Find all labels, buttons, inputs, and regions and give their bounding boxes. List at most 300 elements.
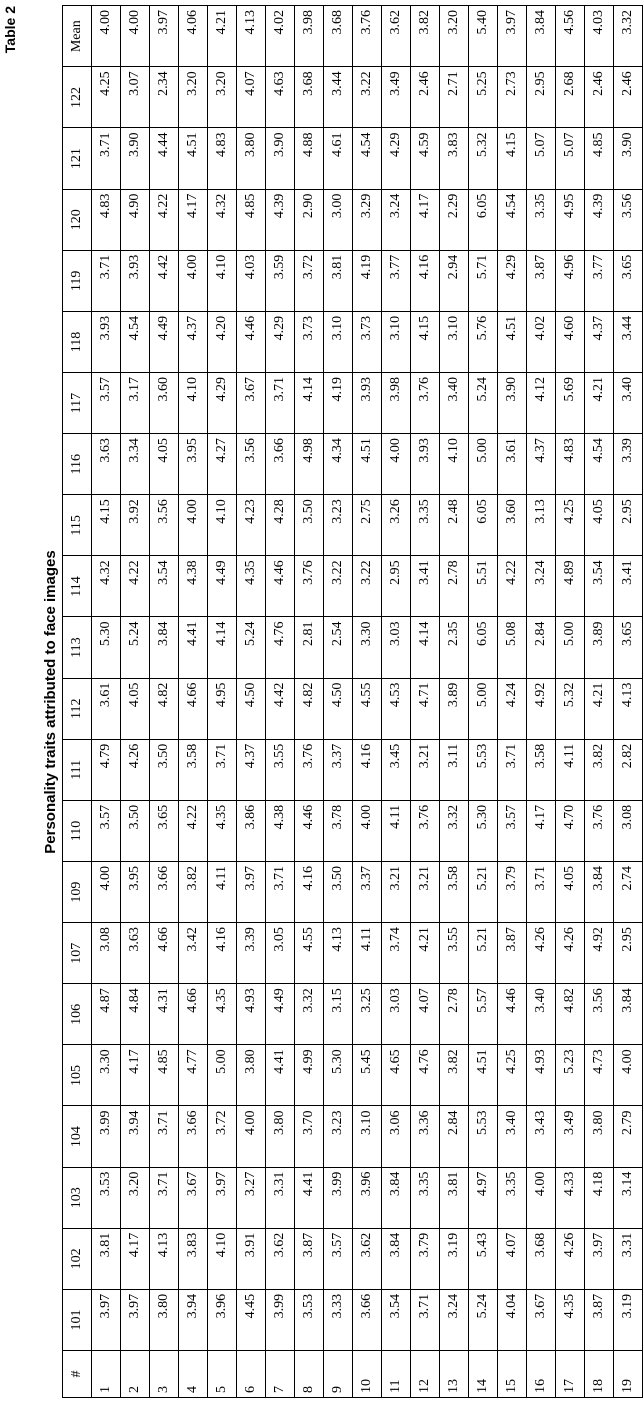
trait-value: 4.29	[208, 373, 237, 434]
trait-value: 3.92	[121, 495, 150, 556]
trait-value: 5.23	[556, 1045, 585, 1106]
trait-value: 3.35	[411, 1167, 440, 1228]
trait-value: 4.00	[121, 6, 150, 67]
trait-value: 3.60	[150, 373, 179, 434]
table-row	[498, 6, 527, 1398]
trait-value: 4.17	[121, 1045, 150, 1106]
trait-value: 5.40	[469, 6, 498, 67]
trait-value: 4.18	[585, 1167, 614, 1228]
table-row	[92, 6, 121, 1398]
header-cell-face: 121	[63, 128, 92, 189]
trait-value: 4.07	[498, 1228, 527, 1289]
trait-value: 4.93	[237, 984, 266, 1045]
trait-value: 3.41	[614, 556, 643, 617]
trait-value: 3.78	[324, 800, 353, 861]
trait-value: 3.76	[411, 800, 440, 861]
trait-value: 3.96	[353, 1167, 382, 1228]
trait-value: 3.90	[498, 373, 527, 434]
trait-value: 4.85	[585, 128, 614, 189]
trait-value: 4.46	[266, 556, 295, 617]
trait-number: 3	[150, 1351, 179, 1398]
trait-value: 3.10	[324, 311, 353, 372]
trait-value: 3.22	[353, 67, 382, 128]
trait-value: 3.93	[92, 311, 121, 372]
trait-value: 4.10	[179, 373, 208, 434]
trait-value: 3.19	[440, 1228, 469, 1289]
trait-value: 3.80	[585, 1106, 614, 1167]
trait-value: 3.66	[179, 1106, 208, 1167]
trait-value: 3.20	[440, 6, 469, 67]
trait-value: 4.21	[208, 6, 237, 67]
trait-value: 3.55	[266, 739, 295, 800]
trait-value: 5.53	[469, 739, 498, 800]
header-cell-face: 114	[63, 556, 92, 617]
trait-value: 4.17	[179, 189, 208, 250]
trait-value: 4.38	[266, 800, 295, 861]
trait-value: 3.32	[295, 984, 324, 1045]
trait-value: 2.79	[614, 1106, 643, 1167]
trait-value: 5.00	[556, 617, 585, 678]
trait-value: 4.03	[237, 250, 266, 311]
trait-value: 2.84	[527, 617, 556, 678]
trait-value: 4.22	[179, 800, 208, 861]
trait-value: 3.03	[382, 617, 411, 678]
trait-value: 3.15	[324, 984, 353, 1045]
trait-value: 4.44	[150, 128, 179, 189]
trait-value: 3.80	[237, 128, 266, 189]
trait-value: 3.49	[382, 67, 411, 128]
trait-value: 5.69	[556, 373, 585, 434]
trait-value: 2.78	[440, 556, 469, 617]
trait-value: 4.10	[208, 250, 237, 311]
table-row	[121, 6, 150, 1398]
trait-value: 4.53	[382, 678, 411, 739]
trait-value: 5.71	[469, 250, 498, 311]
trait-value: 4.60	[556, 311, 585, 372]
trait-value: 6.05	[469, 189, 498, 250]
trait-value: 3.08	[614, 800, 643, 861]
trait-value: 5.24	[121, 617, 150, 678]
trait-value: 3.50	[121, 800, 150, 861]
header-cell-face: 115	[63, 495, 92, 556]
trait-value: 3.31	[266, 1167, 295, 1228]
table-row	[556, 6, 585, 1398]
trait-value: 3.20	[121, 1167, 150, 1228]
trait-value: 3.06	[382, 1106, 411, 1167]
trait-value: 3.63	[121, 923, 150, 984]
trait-value: 2.68	[556, 67, 585, 128]
trait-value: 4.15	[411, 311, 440, 372]
trait-value: 4.70	[556, 800, 585, 861]
trait-value: 2.46	[614, 67, 643, 128]
trait-value: 4.46	[237, 311, 266, 372]
trait-value: 3.90	[121, 128, 150, 189]
trait-value: 3.21	[411, 862, 440, 923]
trait-value: 3.90	[266, 128, 295, 189]
table-row	[179, 6, 208, 1398]
trait-value: 4.05	[556, 862, 585, 923]
trait-value: 4.26	[527, 923, 556, 984]
trait-value: 4.06	[179, 6, 208, 67]
trait-value: 3.99	[92, 1106, 121, 1167]
trait-value: 4.82	[295, 678, 324, 739]
trait-value: 3.94	[121, 1106, 150, 1167]
trait-number: 14	[469, 1351, 498, 1398]
trait-number: 18	[585, 1351, 614, 1398]
trait-value: 4.26	[556, 923, 585, 984]
trait-value: 2.46	[411, 67, 440, 128]
trait-value: 4.96	[556, 250, 585, 311]
trait-value: 5.32	[556, 678, 585, 739]
trait-value: 2.90	[295, 189, 324, 250]
trait-value: 4.56	[556, 6, 585, 67]
trait-value: 3.84	[614, 984, 643, 1045]
trait-value: 5.30	[469, 800, 498, 861]
trait-value: 4.23	[237, 495, 266, 556]
trait-value: 4.21	[411, 923, 440, 984]
trait-value: 3.44	[324, 67, 353, 128]
trait-value: 4.02	[527, 311, 556, 372]
trait-value: 4.76	[411, 1045, 440, 1106]
trait-value: 3.10	[440, 311, 469, 372]
trait-value: 4.11	[353, 923, 382, 984]
trait-value: 3.65	[614, 617, 643, 678]
trait-value: 3.67	[237, 373, 266, 434]
trait-value: 3.71	[92, 250, 121, 311]
table-label: Table 2	[2, 6, 18, 54]
trait-value: 4.34	[324, 434, 353, 495]
trait-value: 3.05	[266, 923, 295, 984]
trait-value: 4.41	[295, 1167, 324, 1228]
trait-value: 4.42	[266, 678, 295, 739]
trait-value: 4.55	[295, 923, 324, 984]
trait-value: 3.40	[498, 1106, 527, 1167]
trait-value: 4.92	[585, 923, 614, 984]
trait-value: 4.00	[179, 250, 208, 311]
trait-value: 4.22	[498, 556, 527, 617]
trait-value: 4.88	[295, 128, 324, 189]
trait-value: 6.05	[469, 617, 498, 678]
trait-value: 5.53	[469, 1106, 498, 1167]
trait-value: 4.50	[324, 678, 353, 739]
trait-value: 3.66	[266, 434, 295, 495]
trait-value: 2.54	[324, 617, 353, 678]
trait-number: 1	[92, 1351, 121, 1398]
trait-value: 4.35	[208, 800, 237, 861]
trait-value: 3.71	[498, 739, 527, 800]
trait-value: 3.66	[353, 1289, 382, 1350]
trait-value: 2.48	[440, 495, 469, 556]
trait-number: 13	[440, 1351, 469, 1398]
trait-value: 2.73	[498, 67, 527, 128]
trait-value: 3.89	[440, 678, 469, 739]
trait-value: 3.35	[527, 189, 556, 250]
trait-value: 5.25	[469, 67, 498, 128]
header-cell-face: 104	[63, 1106, 92, 1167]
trait-value: 4.46	[498, 984, 527, 1045]
trait-value: 3.31	[614, 1228, 643, 1289]
trait-number: 16	[527, 1351, 556, 1398]
trait-value: 2.75	[353, 495, 382, 556]
trait-value: 3.96	[208, 1289, 237, 1350]
trait-value: 4.51	[179, 128, 208, 189]
trait-value: 4.00	[353, 800, 382, 861]
trait-value: 5.07	[527, 128, 556, 189]
trait-value: 3.58	[179, 739, 208, 800]
trait-value: 4.17	[411, 189, 440, 250]
trait-value: 3.80	[266, 1106, 295, 1167]
trait-value: 3.08	[92, 923, 121, 984]
trait-value: 4.32	[92, 556, 121, 617]
trait-number: 11	[382, 1351, 411, 1398]
trait-value: 3.14	[614, 1167, 643, 1228]
trait-value: 3.35	[411, 495, 440, 556]
trait-value: 4.00	[527, 1167, 556, 1228]
header-cell-face: 112	[63, 678, 92, 739]
trait-value: 4.11	[556, 739, 585, 800]
trait-value: 4.19	[353, 250, 382, 311]
trait-value: 3.68	[324, 6, 353, 67]
trait-number: 10	[353, 1351, 382, 1398]
trait-value: 3.97	[498, 6, 527, 67]
trait-value: 3.95	[121, 862, 150, 923]
trait-value: 4.13	[150, 1228, 179, 1289]
trait-value: 5.43	[469, 1228, 498, 1289]
trait-value: 3.72	[208, 1106, 237, 1167]
trait-value: 3.24	[382, 189, 411, 250]
trait-value: 4.89	[556, 556, 585, 617]
trait-value: 5.00	[469, 678, 498, 739]
trait-value: 3.60	[498, 495, 527, 556]
trait-value: 3.32	[440, 800, 469, 861]
trait-value: 3.53	[92, 1167, 121, 1228]
trait-value: 4.35	[208, 984, 237, 1045]
trait-value: 4.10	[440, 434, 469, 495]
trait-value: 3.62	[382, 6, 411, 67]
trait-value: 3.49	[556, 1106, 585, 1167]
trait-value: 3.76	[411, 373, 440, 434]
header-cell-face: 117	[63, 373, 92, 434]
trait-value: 3.03	[382, 984, 411, 1045]
trait-value: 3.93	[411, 434, 440, 495]
trait-value: 3.65	[614, 250, 643, 311]
trait-value: 4.66	[179, 678, 208, 739]
trait-value: 2.46	[585, 67, 614, 128]
header-cell-face: 111	[63, 739, 92, 800]
trait-value: 3.37	[324, 739, 353, 800]
trait-number: 19	[614, 1351, 643, 1398]
trait-value: 4.29	[498, 250, 527, 311]
trait-value: 3.10	[353, 1106, 382, 1167]
trait-value: 3.80	[237, 1045, 266, 1106]
trait-value: 4.10	[208, 495, 237, 556]
trait-value: 3.40	[440, 373, 469, 434]
trait-value: 4.00	[382, 434, 411, 495]
trait-value: 3.50	[295, 495, 324, 556]
trait-value: 3.90	[614, 128, 643, 189]
table-row	[208, 6, 237, 1398]
trait-value: 3.71	[150, 1167, 179, 1228]
trait-value: 3.68	[295, 67, 324, 128]
table-row	[382, 6, 411, 1398]
trait-value: 5.45	[353, 1045, 382, 1106]
table-row	[150, 6, 179, 1398]
trait-value: 4.98	[295, 434, 324, 495]
trait-value: 3.40	[527, 984, 556, 1045]
trait-value: 3.71	[150, 1106, 179, 1167]
trait-value: 3.68	[527, 1228, 556, 1289]
trait-value: 4.54	[585, 434, 614, 495]
trait-value: 3.56	[614, 189, 643, 250]
trait-value: 4.03	[585, 6, 614, 67]
trait-value: 4.92	[527, 678, 556, 739]
trait-value: 3.97	[150, 6, 179, 67]
trait-value: 3.71	[208, 739, 237, 800]
trait-value: 3.76	[585, 800, 614, 861]
trait-value: 4.95	[556, 189, 585, 250]
trait-value: 4.29	[382, 128, 411, 189]
trait-value: 4.45	[237, 1289, 266, 1350]
trait-value: 3.77	[585, 250, 614, 311]
trait-value: 3.21	[411, 739, 440, 800]
trait-value: 4.13	[237, 6, 266, 67]
trait-value: 4.51	[498, 311, 527, 372]
trait-value: 2.95	[614, 495, 643, 556]
header-cell-trait: #	[63, 1351, 92, 1398]
trait-value: 3.50	[150, 739, 179, 800]
trait-value: 4.21	[585, 373, 614, 434]
table-row	[469, 6, 498, 1398]
trait-value: 3.00	[324, 189, 353, 250]
trait-value: 4.00	[92, 862, 121, 923]
trait-value: 3.79	[498, 862, 527, 923]
trait-value: 4.73	[585, 1045, 614, 1106]
trait-value: 2.81	[295, 617, 324, 678]
trait-value: 3.79	[411, 1228, 440, 1289]
trait-value: 3.30	[92, 1045, 121, 1106]
trait-value: 4.90	[121, 189, 150, 250]
trait-value: 4.05	[121, 678, 150, 739]
trait-number: 4	[179, 1351, 208, 1398]
trait-value: 4.35	[556, 1289, 585, 1350]
trait-value: 4.77	[179, 1045, 208, 1106]
trait-value: 5.76	[469, 311, 498, 372]
trait-value: 4.16	[353, 739, 382, 800]
table-row	[527, 6, 556, 1398]
trait-value: 3.20	[179, 67, 208, 128]
trait-value: 3.36	[411, 1106, 440, 1167]
trait-value: 3.83	[179, 1228, 208, 1289]
trait-number: 17	[556, 1351, 585, 1398]
trait-value: 3.97	[92, 1289, 121, 1350]
trait-value: 3.81	[440, 1167, 469, 1228]
trait-value: 4.14	[208, 617, 237, 678]
trait-value: 2.74	[614, 862, 643, 923]
trait-value: 3.81	[92, 1228, 121, 1289]
trait-value: 3.84	[527, 6, 556, 67]
trait-value: 3.07	[121, 67, 150, 128]
trait-value: 2.35	[440, 617, 469, 678]
trait-value: 3.97	[121, 1289, 150, 1350]
trait-value: 4.04	[498, 1289, 527, 1350]
trait-value: 3.67	[527, 1289, 556, 1350]
trait-value: 4.26	[556, 1228, 585, 1289]
trait-value: 4.87	[92, 984, 121, 1045]
trait-value: 4.11	[208, 862, 237, 923]
trait-value: 4.54	[121, 311, 150, 372]
trait-value: 2.71	[440, 67, 469, 128]
table-row	[614, 6, 643, 1398]
trait-value: 4.39	[266, 189, 295, 250]
trait-value: 4.24	[498, 678, 527, 739]
trait-value: 3.56	[585, 984, 614, 1045]
table-row	[411, 6, 440, 1398]
trait-value: 3.73	[353, 311, 382, 372]
trait-value: 4.83	[92, 189, 121, 250]
header-cell-face: 120	[63, 189, 92, 250]
trait-value: 3.84	[382, 1167, 411, 1228]
trait-value: 5.00	[469, 434, 498, 495]
trait-value: 3.76	[295, 556, 324, 617]
header-cell-face: 113	[63, 617, 92, 678]
trait-value: 5.51	[469, 556, 498, 617]
trait-value: 5.57	[469, 984, 498, 1045]
trait-value: 3.65	[150, 800, 179, 861]
trait-value: 4.31	[150, 984, 179, 1045]
trait-value: 4.13	[324, 923, 353, 984]
trait-value: 3.17	[121, 373, 150, 434]
table-row	[353, 6, 382, 1398]
trait-value: 3.57	[92, 373, 121, 434]
trait-value: 3.87	[527, 250, 556, 311]
trait-value: 3.55	[440, 923, 469, 984]
table-row	[266, 6, 295, 1398]
trait-value: 5.30	[324, 1045, 353, 1106]
trait-value: 4.07	[237, 67, 266, 128]
trait-value: 4.14	[411, 617, 440, 678]
trait-value: 3.61	[92, 678, 121, 739]
trait-value: 3.71	[266, 862, 295, 923]
trait-value: 3.37	[353, 862, 382, 923]
trait-value: 3.84	[382, 1228, 411, 1289]
trait-value: 2.78	[440, 984, 469, 1045]
trait-value: 4.37	[585, 311, 614, 372]
trait-value: 4.13	[614, 678, 643, 739]
trait-value: 4.00	[92, 6, 121, 67]
header-cell-face: 107	[63, 923, 92, 984]
trait-value: 3.44	[614, 311, 643, 372]
trait-value: 3.86	[237, 800, 266, 861]
trait-value: 3.76	[353, 6, 382, 67]
trait-value: 4.00	[237, 1106, 266, 1167]
trait-value: 4.29	[266, 311, 295, 372]
trait-value: 3.23	[324, 495, 353, 556]
trait-value: 4.49	[150, 311, 179, 372]
trait-value: 4.97	[469, 1167, 498, 1228]
trait-value: 4.37	[179, 311, 208, 372]
trait-value: 3.34	[121, 434, 150, 495]
trait-value: 5.07	[556, 128, 585, 189]
trait-value: 4.42	[150, 250, 179, 311]
trait-value: 2.29	[440, 189, 469, 250]
trait-value: 4.41	[266, 1045, 295, 1106]
trait-value: 3.61	[498, 434, 527, 495]
trait-value: 3.59	[266, 250, 295, 311]
header-cell-face: 109	[63, 862, 92, 923]
trait-value: 4.05	[150, 434, 179, 495]
trait-value: 4.16	[208, 923, 237, 984]
trait-value: 4.38	[179, 556, 208, 617]
